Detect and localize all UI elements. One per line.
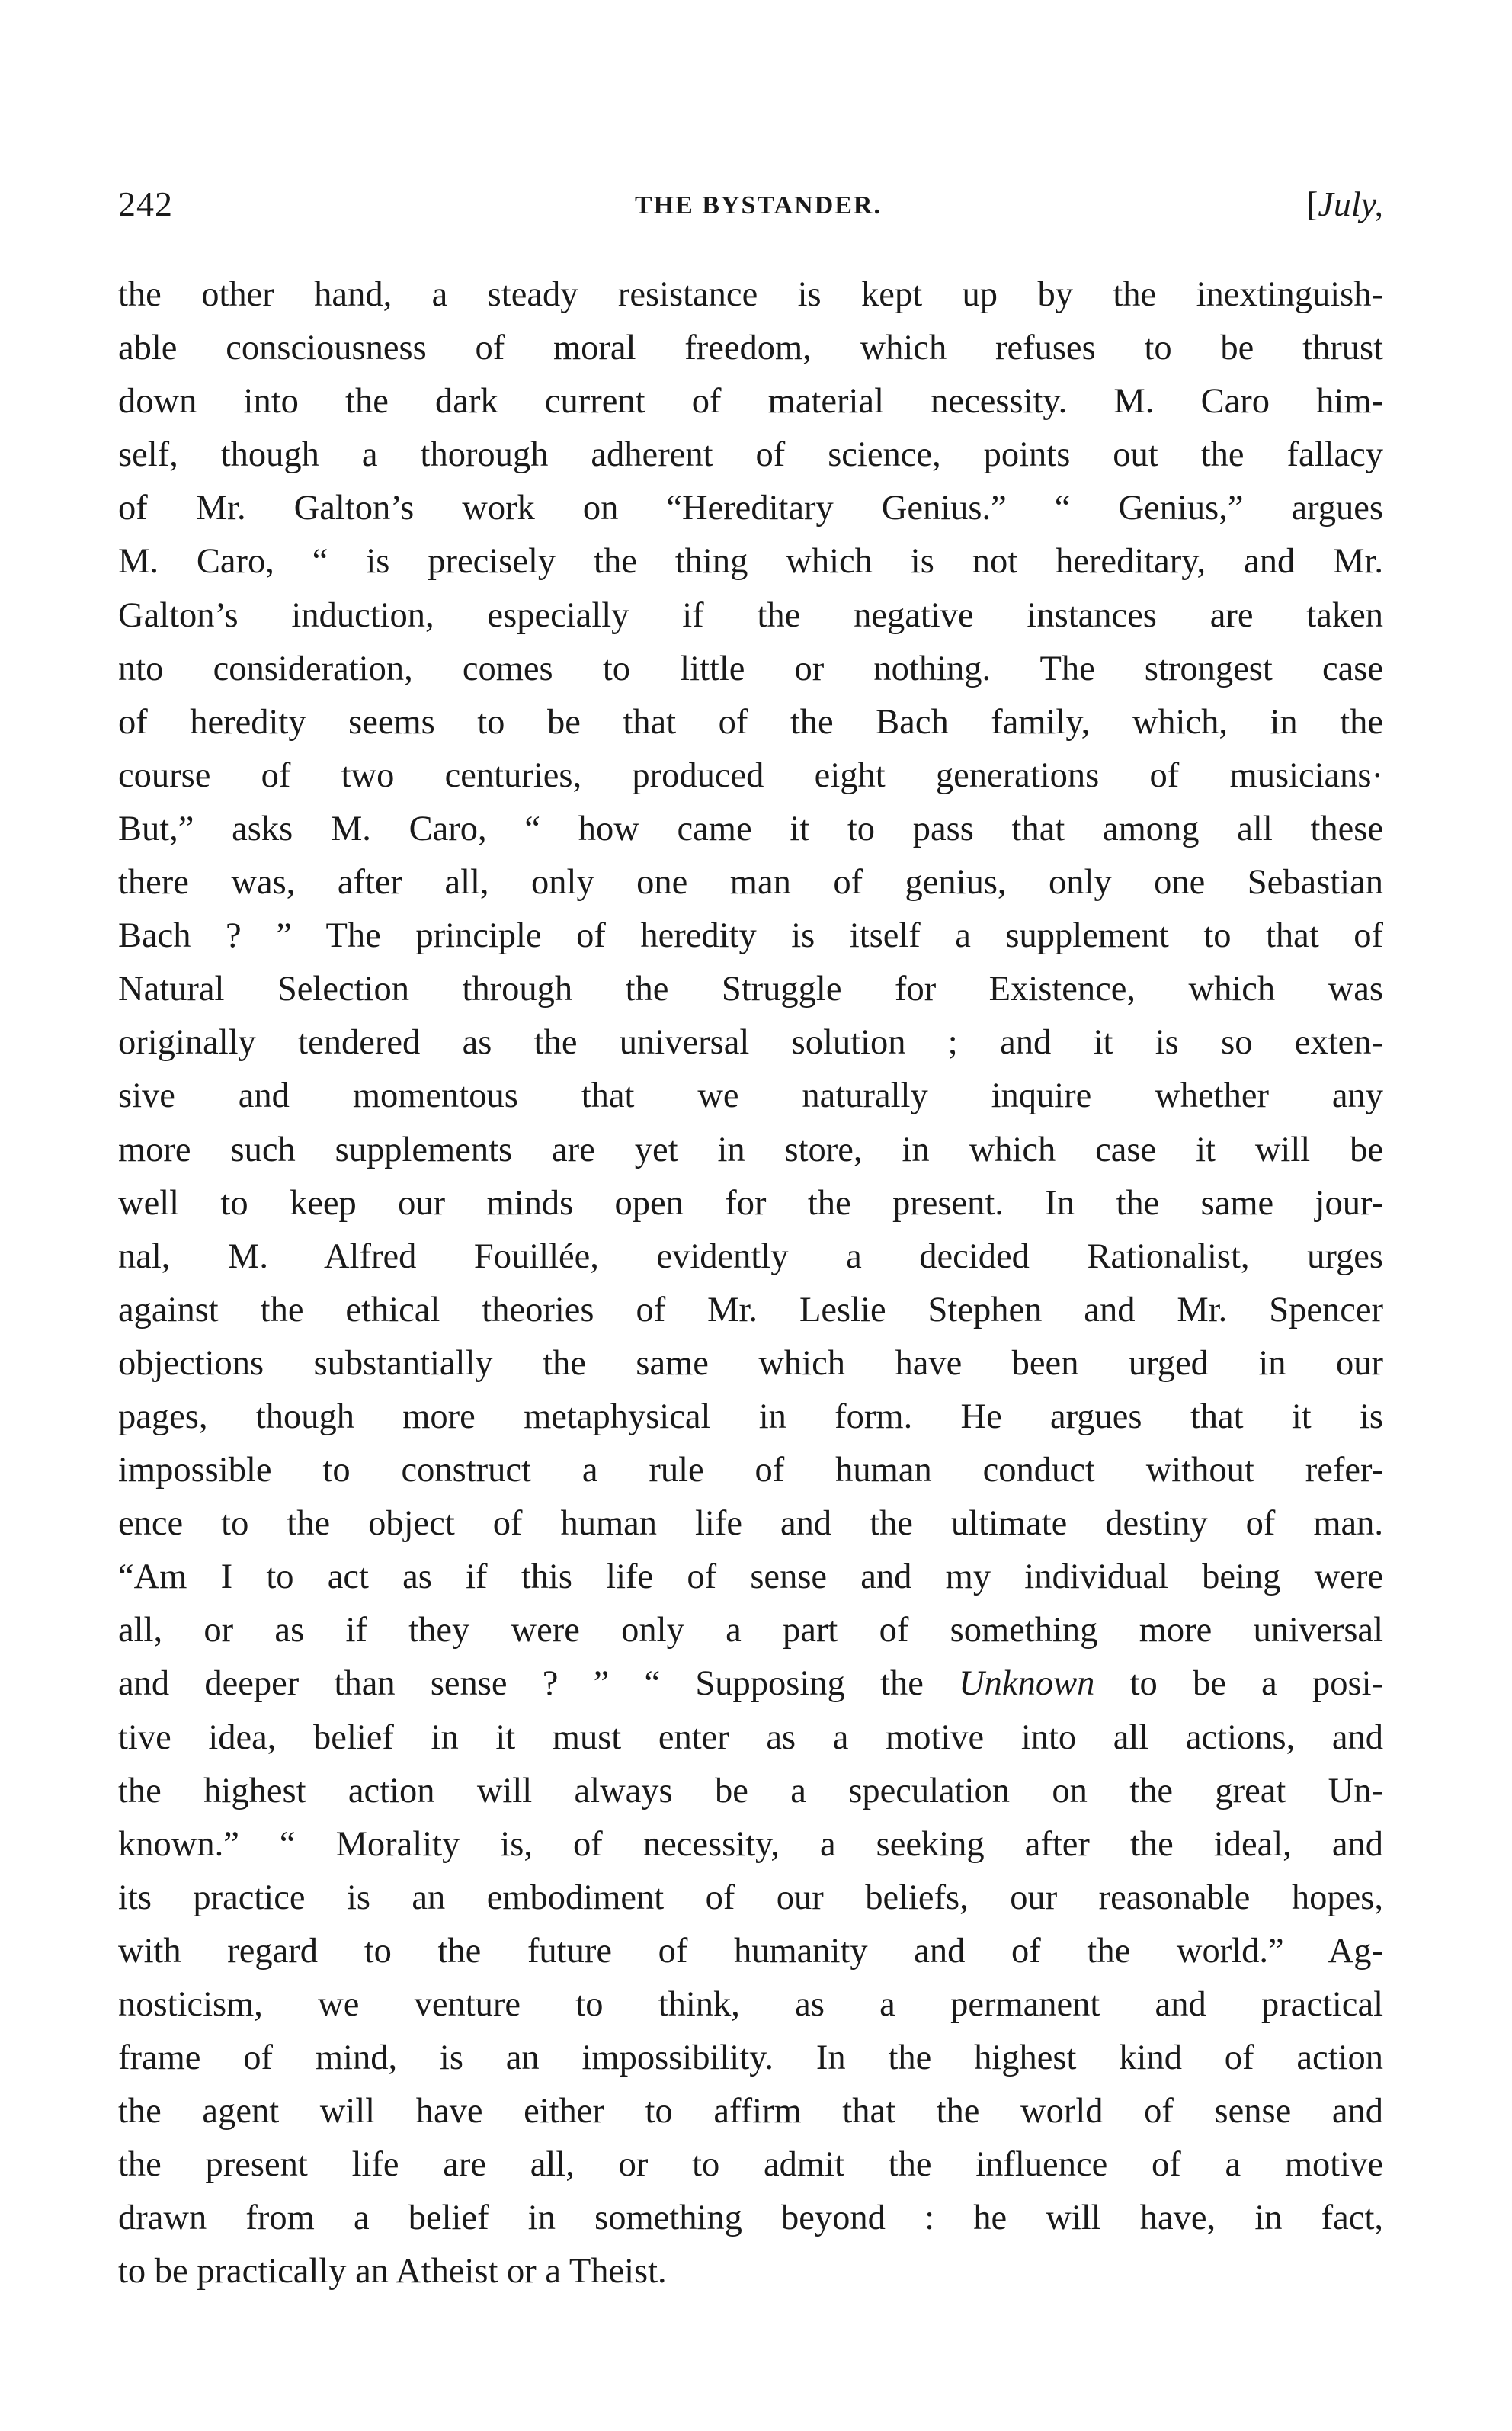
page-number: 242: [118, 184, 173, 223]
line-text: to be a posi-: [1094, 1664, 1384, 1704]
line-text: Natural Selection through the Struggle for Existence, which was: [118, 970, 1383, 1009]
line-text: ence to the object of human life and the ultimate destiny of man.: [118, 1504, 1383, 1544]
text-line: [118, 375, 1383, 428]
line-text: impossible to construct a rule of human conduct without refer-: [118, 1451, 1383, 1490]
text-line: [118, 696, 1383, 749]
text-line: [118, 1177, 1383, 1230]
text-line: [118, 1070, 1383, 1123]
text-line: [118, 643, 1383, 696]
line-text: M. Caro, “ is precisely the thing which is not hereditary, and Mr.: [118, 542, 1383, 582]
line-text: pages, though more metaphysical in form. He argues that it is: [118, 1397, 1383, 1436]
line-text: sive and momentous that we naturally inquire whether any: [118, 1076, 1383, 1116]
running-title: THE BYSTANDER.: [635, 191, 882, 220]
text-line: [118, 1711, 1383, 1765]
text-line: [118, 2245, 1383, 2298]
line-text: all, or as if they were only a part of something more universal: [118, 1611, 1383, 1650]
body-paragraph: [118, 268, 1383, 2299]
text-line: [118, 1925, 1383, 1978]
text-line: [118, 589, 1383, 643]
line-text: the agent will have either to affirm that the world of sense and: [118, 2092, 1383, 2131]
text-line: [118, 1284, 1383, 1337]
text-line: [118, 1016, 1383, 1070]
line-text: of heredity seems to be that of the Bach family, which, in the: [118, 702, 1383, 742]
text-line: [118, 1337, 1383, 1390]
text-line: [118, 749, 1383, 803]
line-text: originally tendered as the universal solution ; and it is so exten-: [118, 1023, 1383, 1063]
text-line: [118, 1124, 1383, 1177]
line-text: there was, after all, only one man of genius, only one Sebastian: [118, 863, 1383, 903]
line-text: tive idea, belief in it must enter as a motive into all actions, and: [118, 1717, 1383, 1757]
text-line: [118, 428, 1383, 482]
line-text: nto consideration, comes to little or nothing. The strongest case: [118, 649, 1383, 688]
line-text: its practice is an embodiment of our beliefs, our reasonable hopes,: [118, 1878, 1383, 1917]
line-text: and deeper than sense ? ” “ Supposing the: [118, 1664, 959, 1704]
text-line: [118, 1871, 1383, 1925]
text-line: [118, 1390, 1383, 1444]
line-text: to be practically an Atheist or a Theist.: [118, 2252, 667, 2291]
line-text: objections substantially the same which have been urged in our: [118, 1343, 1383, 1383]
text-line: [118, 1551, 1383, 1604]
line-text: known.” “ Morality is, of necessity, a seeking after the ideal, and: [118, 1824, 1383, 1864]
line-text: the present life are all, or to admit the influence of a motive: [118, 2145, 1383, 2185]
text-line: [118, 1497, 1383, 1551]
text-line: [118, 856, 1383, 909]
line-text: frame of mind, is an impossibility. In the highest kind of action: [118, 2038, 1383, 2078]
page-header: [118, 181, 1383, 242]
text-line: [118, 1444, 1383, 1497]
text-line: [118, 2032, 1383, 2085]
text-line: [118, 1765, 1383, 1818]
italic-text: Unknown: [959, 1664, 1095, 1704]
text-line: [118, 1818, 1383, 1871]
line-text: But,” asks M. Caro, “ how came it to pass that among all these: [118, 809, 1383, 848]
text-line: [118, 2138, 1383, 2192]
line-text: Bach ? ” The principle of heredity is itself a supplement to that of: [118, 916, 1383, 956]
header-date-text: July,: [1318, 184, 1383, 223]
line-text: with regard to the future of humanity and of the world.” Ag-: [118, 1931, 1383, 1971]
line-text: “Am I to act as if this life of sense and my individual being were: [118, 1557, 1383, 1597]
text-line: [118, 268, 1383, 322]
text-line: [118, 1657, 1383, 1711]
header-date: [1306, 181, 1383, 227]
text-line: [118, 2085, 1383, 2138]
line-text: Galton’s induction, especially if the negative instances are taken: [118, 595, 1383, 635]
line-text: down into the dark current of material necessity. M. Caro him-: [118, 382, 1383, 422]
line-text: of Mr. Galton’s work on “Hereditary Genius.” “ Genius,” argues: [118, 489, 1383, 528]
text-line: [118, 1978, 1383, 2032]
line-text: well to keep our minds open for the present. In the same jour-: [118, 1183, 1383, 1223]
line-text: the other hand, a steady resistance is kept up by the inextinguish-: [118, 275, 1383, 314]
text-line: [118, 1230, 1383, 1284]
text-line: [118, 803, 1383, 856]
text-line: [118, 1604, 1383, 1657]
text-line: [118, 2192, 1383, 2245]
text-line: [118, 322, 1383, 375]
text-line: [118, 963, 1383, 1016]
line-text: self, though a thorough adherent of science, points out the fallacy: [118, 435, 1383, 475]
line-text: drawn from a belief in something beyond : he will have, in fact,: [118, 2198, 1383, 2238]
line-text: against the ethical theories of Mr. Leslie Stephen and Mr. Spencer: [118, 1290, 1383, 1329]
line-text: more such supplements are yet in store, in which case it will be: [118, 1130, 1383, 1169]
line-text: nal, M. Alfred Fouillée, evidently a decided Rationalist, urges: [118, 1236, 1383, 1276]
line-text: the highest action will always be a speculation on the great Un-: [118, 1771, 1383, 1810]
line-text: course of two centuries, produced eight generations of musicians·: [118, 755, 1383, 795]
text-line: [118, 482, 1383, 535]
line-text: able consciousness of moral freedom, which refuses to be thrust: [118, 329, 1383, 368]
running-head: [118, 184, 1383, 227]
text-line: [118, 535, 1383, 589]
text-line: [118, 909, 1383, 963]
header-date-bracket: [: [1306, 184, 1318, 223]
line-text: nosticism, we venture to think, as a permanent and practical: [118, 1985, 1383, 2024]
